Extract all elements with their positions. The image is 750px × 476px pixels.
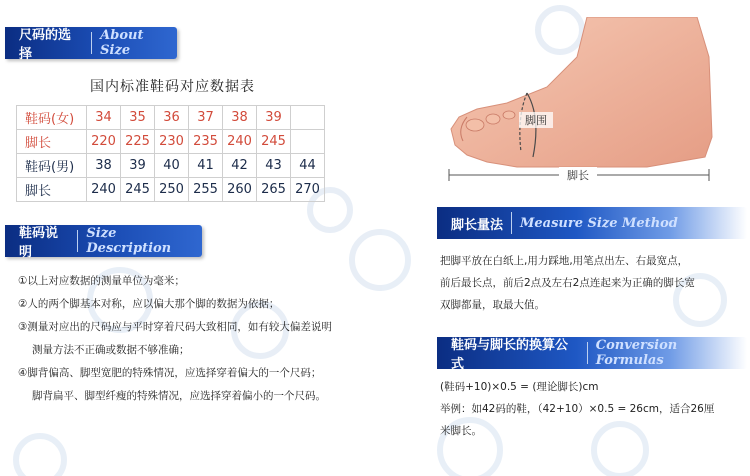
note-line: 测量方法不正确或数据不够准确； (32, 344, 190, 356)
formula-line: 举例：如42码的鞋，（42+10）×0.5 = 26cm，适合26厘 (440, 403, 715, 415)
table-cell: 240 (87, 178, 121, 202)
table-cell: 37 (189, 106, 223, 130)
conversion-title: 鞋码与脚长的换算公式 (451, 338, 569, 372)
size-table-title: 国内标准鞋码对应数据表 (90, 79, 255, 95)
measure-header (437, 207, 747, 239)
row-label-foot-length: 脚长 (17, 130, 87, 154)
table-cell: 41 (189, 154, 223, 178)
size-desc-title: 鞋码说明 (19, 226, 59, 260)
table-row (17, 106, 325, 130)
table-cell: 40 (155, 154, 189, 178)
note-line: ①以上对应数据的测量单位为毫米； (18, 275, 185, 287)
table-cell: 245 (257, 130, 291, 154)
note-line: ③测量对应出的尺码应与平时穿着尺码大致相同，如有较大偏差说明 (18, 321, 332, 333)
table-cell: 39 (121, 154, 155, 178)
table-cell: 230 (155, 130, 189, 154)
table-cell: 220 (87, 130, 121, 154)
size-desc-header (5, 225, 202, 260)
table-cell: 250 (155, 178, 189, 202)
table-cell: 245 (121, 178, 155, 202)
table-cell: 44 (291, 154, 325, 178)
table-cell: 265 (257, 178, 291, 202)
table-row (17, 178, 325, 202)
girth-label: 脚围 (525, 114, 547, 127)
conversion-header (437, 337, 747, 372)
row-label-foot-length: 脚长 (17, 178, 87, 202)
table-cell: 36 (155, 106, 189, 130)
table-cell: 35 (121, 106, 155, 130)
size-select-header (5, 27, 177, 62)
size-select-subtitle: About Size (100, 28, 144, 58)
formula-line: (鞋码+10)×0.5 = (理论脚长)cm (440, 381, 599, 393)
conversion-formula (440, 376, 745, 442)
table-cell: 42 (223, 154, 257, 178)
length-label: 脚长 (567, 169, 589, 182)
table-cell: 235 (189, 130, 223, 154)
instruction-line: 把脚平放在白纸上,用力踩地,用笔点出左、右最宽点， (440, 255, 689, 267)
row-label-men: 鞋码(男) (17, 154, 87, 178)
note-line: ④脚背偏高、脚型宽肥的特殊情况，应选择穿着偏大的一个尺码； (18, 367, 322, 379)
table-cell (291, 130, 325, 154)
instruction-line: 双脚都量，取最大值。 (440, 299, 545, 311)
size-notes (18, 270, 332, 408)
table-cell: 39 (257, 106, 291, 130)
table-cell: 240 (223, 130, 257, 154)
measure-instructions (440, 250, 740, 316)
table-cell: 38 (223, 106, 257, 130)
table-cell: 270 (291, 178, 325, 202)
table-cell (291, 106, 325, 130)
table-cell: 225 (121, 130, 155, 154)
size-select-title: 尺码的选择 (19, 28, 72, 62)
table-cell: 260 (223, 178, 257, 202)
conversion-subtitle: Conversion Formulas (595, 338, 678, 368)
row-label-women: 鞋码(女) (17, 106, 87, 130)
table-row (17, 154, 325, 178)
note-line: 脚背扁平、脚型纤瘦的特殊情况，应选择穿着偏小的一个尺码。 (32, 390, 326, 402)
instruction-line: 前后最长点，前后2点及左右2点连起来为正确的脚长宽 (440, 277, 695, 289)
size-desc-subtitle: Size Description (86, 226, 172, 256)
size-table (16, 105, 325, 202)
table-cell: 43 (257, 154, 291, 178)
table-row (17, 130, 325, 154)
table-cell: 38 (87, 154, 121, 178)
table-cell: 255 (189, 178, 223, 202)
foot-illustration (447, 17, 717, 192)
table-cell: 34 (87, 106, 121, 130)
measure-title: 脚长量法 (451, 217, 504, 233)
formula-line: 米脚长。 (440, 425, 482, 437)
measure-subtitle: Measure Size Method (520, 215, 678, 231)
note-line: ②人的两个脚基本对称，应以偏大那个脚的数据为依据； (18, 298, 280, 310)
